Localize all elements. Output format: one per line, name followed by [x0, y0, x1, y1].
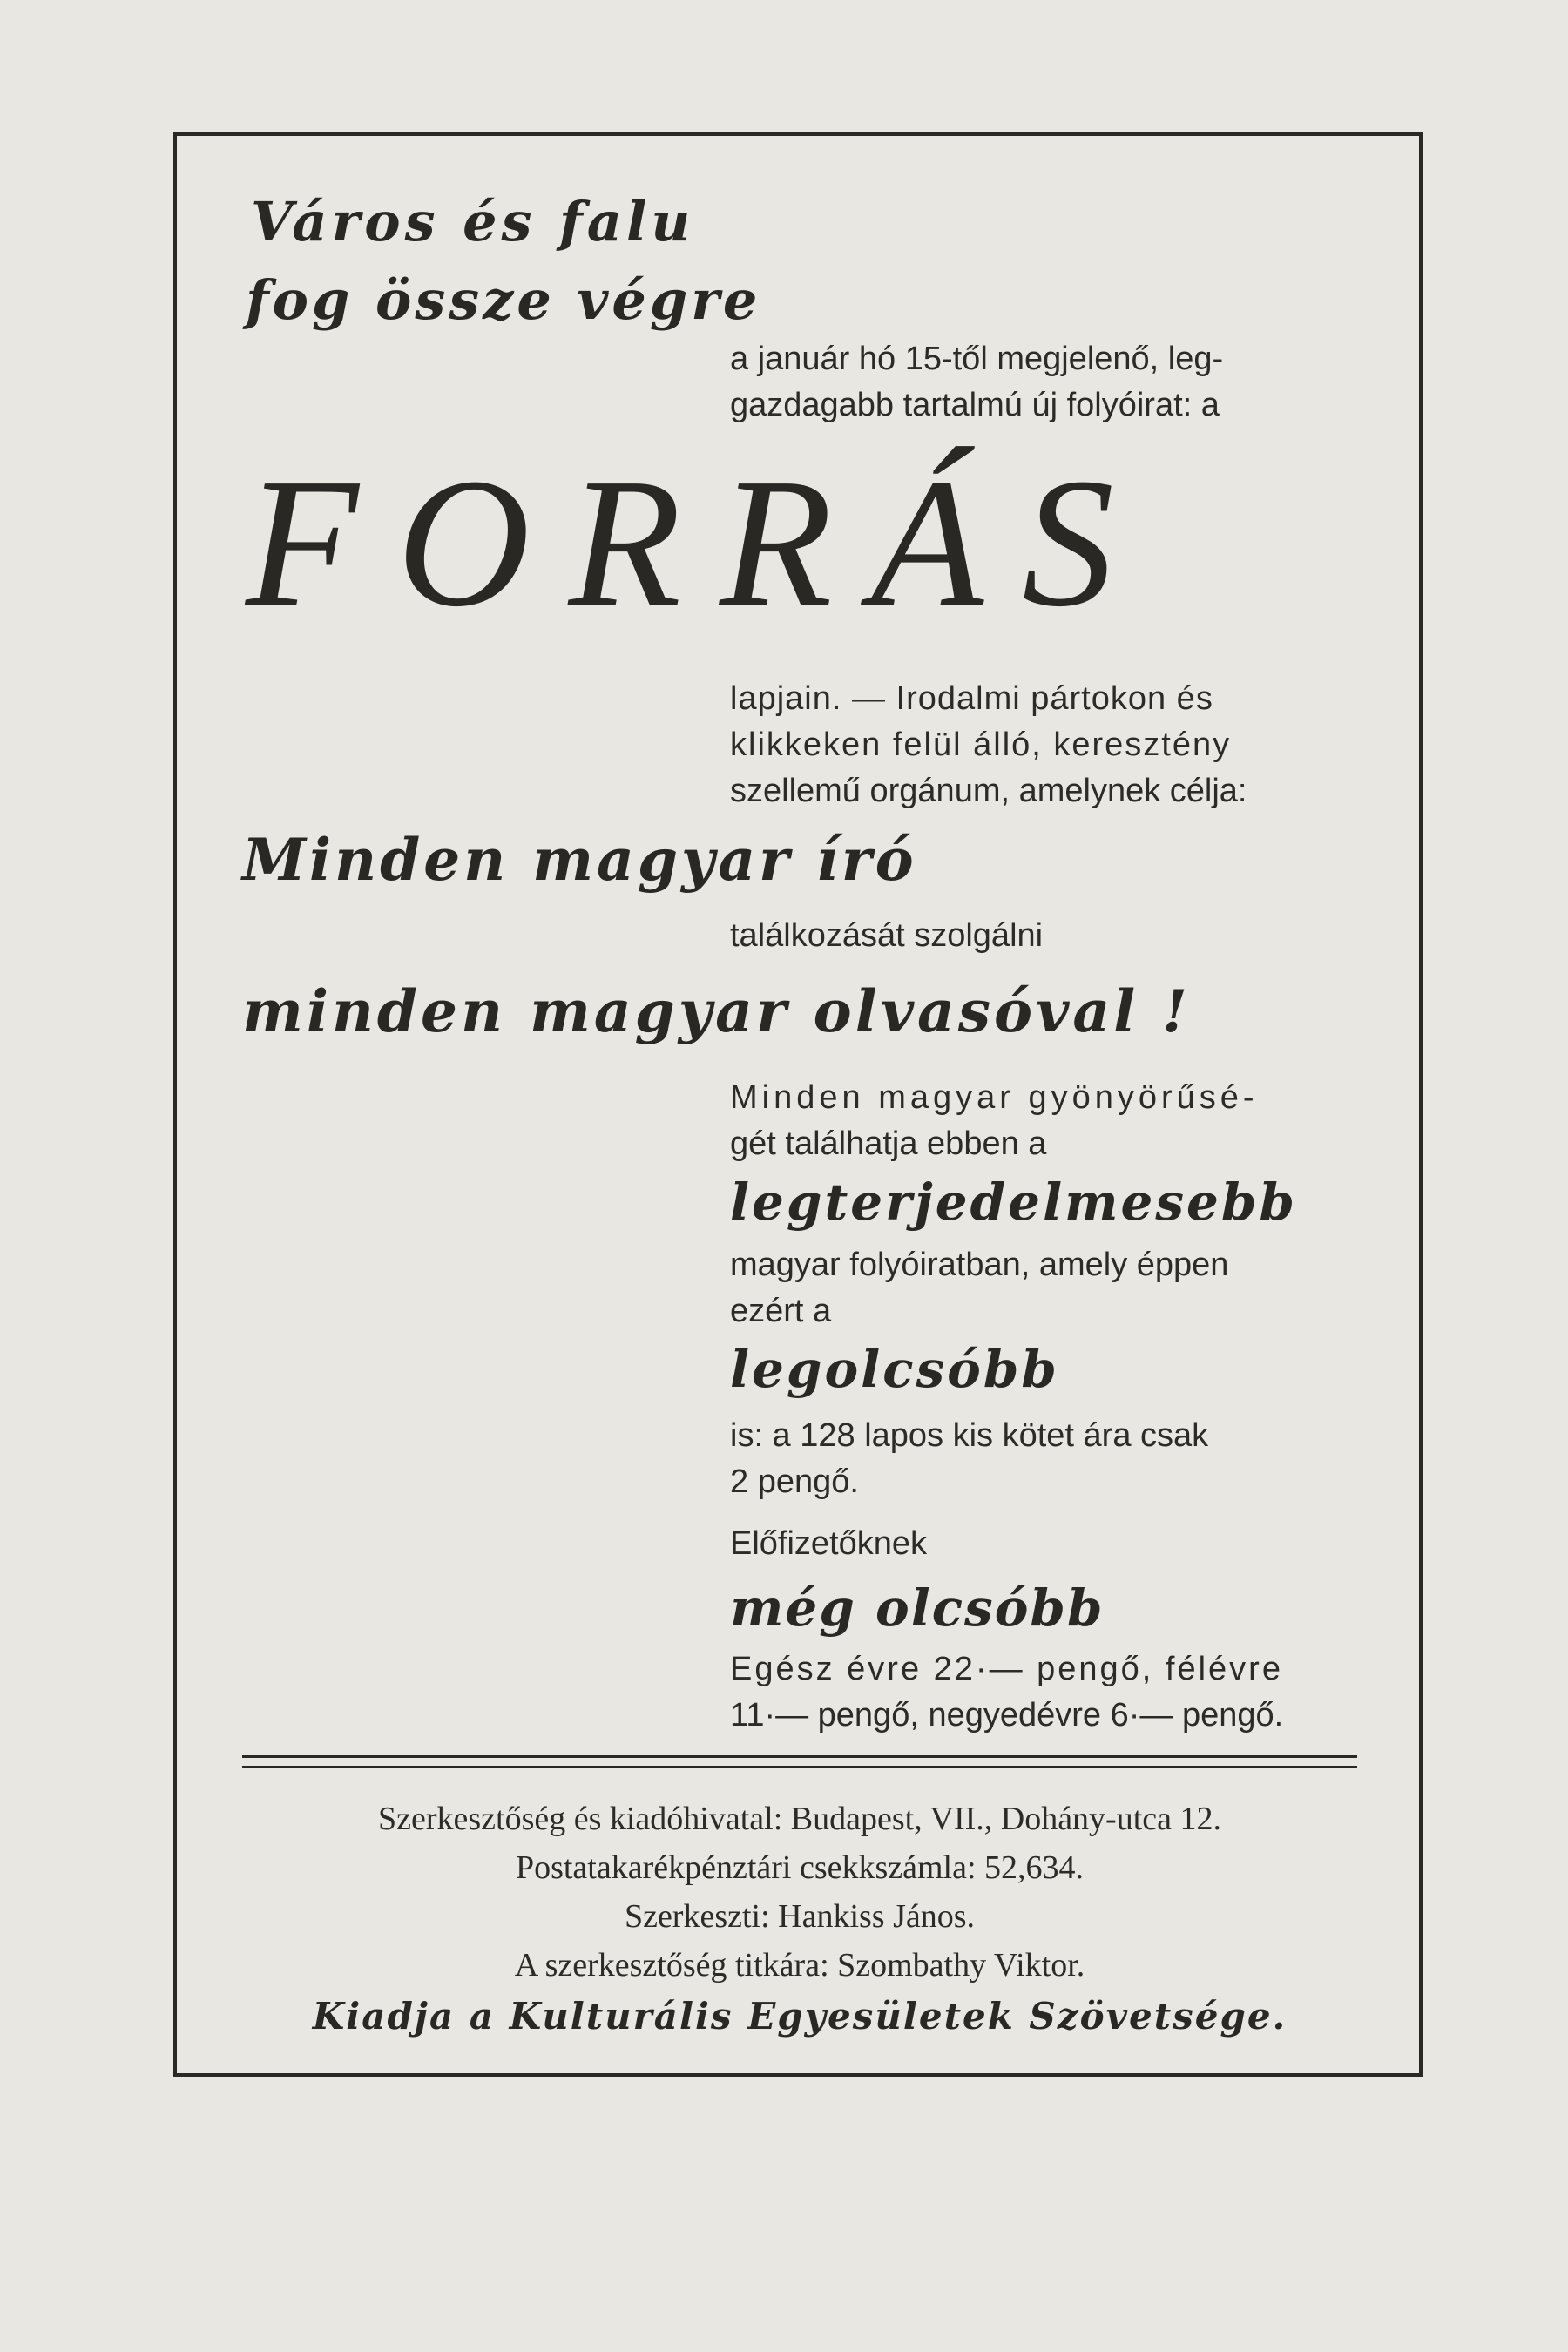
subscribers-label: Előfizetőknek	[730, 1525, 928, 1562]
magazine-line-2: ezért a	[730, 1293, 832, 1329]
intro-line-1: a január hó 15-től megjelenő, leg-	[730, 341, 1224, 377]
price-line-1: is: a 128 lapos kis kötet ára csak	[730, 1417, 1209, 1454]
pleasure-line-2: gét találhatja ebben a	[730, 1125, 1047, 1162]
magazine-line-1: magyar folyóiratban, amely éppen	[730, 1247, 1229, 1283]
description-line-1: lapjain. — Irodalmi pártokon és	[730, 680, 1213, 717]
slogan-line-2: minden magyar olvasóval !	[242, 977, 1192, 1045]
slogan-line-1: Minden magyar író	[242, 826, 917, 894]
intro-line-2: gazdagabb tartalmú új folyóirat: a	[730, 387, 1220, 423]
cheapest-emphasis: legolcsóbb	[730, 1340, 1059, 1399]
largest-emphasis: legterjedelmesebb	[730, 1173, 1298, 1232]
divider-bottom	[242, 1766, 1357, 1768]
divider-top	[242, 1755, 1357, 1758]
description-line-2: klikkeken felül álló, keresztény	[730, 727, 1232, 763]
slogan-middle: találkozását szolgálni	[730, 917, 1044, 954]
footer-publisher: Kiadja a Kulturális Egyesületek Szövetsége.	[312, 1995, 1288, 2038]
magazine-title: FORRÁS	[246, 440, 1153, 645]
footer-secretary: A szerkesztőség titkára: Szombathy Viktor.	[514, 1947, 1085, 1984]
description-line-3: szellemű orgánum, amelynek célja:	[730, 773, 1247, 809]
rates-line-1: Egész évre 22·— pengő, félévre	[730, 1651, 1283, 1687]
headline-line-1: Város és falu	[251, 190, 695, 253]
rates-line-2: 11·— pengő, negyedévre 6·— pengő.	[730, 1697, 1284, 1734]
pleasure-line-1: Minden magyar gyönyörűsé-	[730, 1079, 1259, 1116]
footer-account: Postatakarékpénztári csekkszámla: 52,634.	[515, 1849, 1085, 1886]
headline-line-2: fog össze végre	[246, 268, 761, 332]
footer-address: Szerkesztőség és kiadóhivatal: Budapest, VII., Dohány-utca 12.	[377, 1801, 1222, 1837]
cheaper-emphasis: még olcsóbb	[730, 1578, 1105, 1638]
price-line-2: 2 pengő.	[730, 1463, 859, 1500]
footer-editor: Szerkeszti: Hankiss János.	[624, 1898, 976, 1935]
